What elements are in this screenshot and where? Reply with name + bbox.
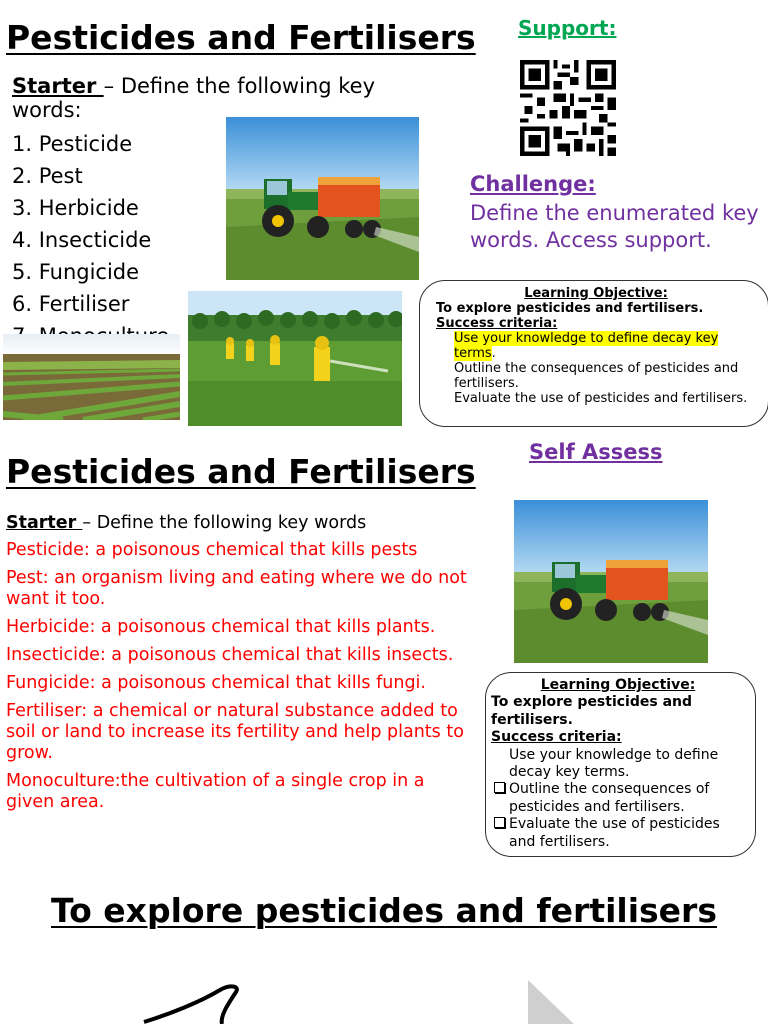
criteria-highlight: Use your knowledge to define decay key terms (454, 331, 719, 361)
list-item: 1. Pesticide (12, 132, 133, 156)
objective-text: To explore pesticides and fertilisers. (491, 694, 693, 728)
key-word-list (12, 128, 212, 352)
spraying-photo (188, 291, 402, 426)
definition-item: Fungicide: a poisonous chemical that kills fungi. (6, 673, 426, 693)
challenge-heading: Challenge: (470, 172, 596, 196)
definition-item: Monoculture:the cultivation of a single crop in a given area. (6, 771, 425, 812)
starter-instruction-bottom (6, 513, 366, 533)
section-title: Pesticides and Fertilisers (6, 452, 476, 491)
footer-title: To explore pesticides and fertilisers (51, 891, 717, 930)
starter-text-bottom: – Define the following key words (82, 513, 367, 533)
criteria-item: Evaluate the use of pesticides and fertilisers. (454, 391, 748, 406)
criteria-text: Outline the consequences of pesticides and fertilisers. (509, 781, 710, 815)
criteria-text: Use your knowledge to define decay key terms. (509, 746, 719, 781)
learning-objective-heading: Learning Objective: (524, 286, 668, 301)
checkbox-icon[interactable] (494, 782, 505, 793)
success-criteria-label: Success criteria: (491, 729, 622, 746)
definition-item: Herbicide: a poisonous chemical that kills plants. (6, 617, 436, 637)
criteria-item (491, 816, 745, 851)
crop-field-photo (3, 334, 180, 420)
checkbox-icon[interactable] (494, 817, 505, 828)
starter-text: – Define the following key words: (12, 74, 376, 122)
success-criteria-label: Success criteria: (436, 316, 558, 331)
list-item: 6. Fertiliser (12, 292, 130, 316)
criteria-text: Evaluate the use of pesticides and fertilisers. (509, 816, 720, 850)
learning-objective-box (419, 280, 768, 427)
definition-item: Fertiliser: a chemical or natural substance added to soil or land to increase its fertility and help plants to grow. (6, 701, 464, 763)
definitions-list (6, 540, 476, 820)
qr-code[interactable] (516, 56, 620, 160)
list-item: 2. Pest (12, 164, 83, 188)
list-item: 4. Insecticide (12, 228, 152, 252)
page-title: Pesticides and Fertilisers (6, 18, 476, 57)
definition-item: Pest: an organism living and eating where we do not want it too. (6, 568, 467, 609)
tractor-photo-bottom (514, 500, 708, 663)
learning-objective-box-bottom (485, 672, 756, 857)
list-item: 5. Fungicide (12, 260, 140, 284)
starter-instruction (12, 74, 412, 122)
starter-label: Starter (12, 74, 104, 98)
criteria-highlight-end: . (491, 346, 496, 361)
tractor-photo (226, 117, 419, 280)
challenge-text: Define the enumerated key words. Access support. (470, 201, 759, 252)
criteria-item (491, 747, 745, 782)
learning-objective-heading: Learning Objective: (540, 677, 696, 693)
starter-label-bottom: Starter (6, 513, 83, 533)
self-assess-link[interactable]: Self Assess (529, 440, 663, 464)
criteria-item: Outline the consequences of pesticides and fertilisers. (454, 361, 739, 391)
definition-item: Insecticide: a poisonous chemical that kills insects. (6, 645, 454, 665)
support-heading: Support: (518, 16, 617, 40)
decorative-swirl-icon (140, 984, 260, 1024)
decorative-triangle-icon (528, 980, 588, 1024)
list-item: 3. Herbicide (12, 196, 139, 220)
definition-item: Pesticide: a poisonous chemical that kills pests (6, 540, 418, 560)
criteria-item (436, 331, 756, 361)
criteria-item (491, 781, 745, 816)
objective-text: To explore pesticides and fertilisers. (436, 301, 704, 316)
